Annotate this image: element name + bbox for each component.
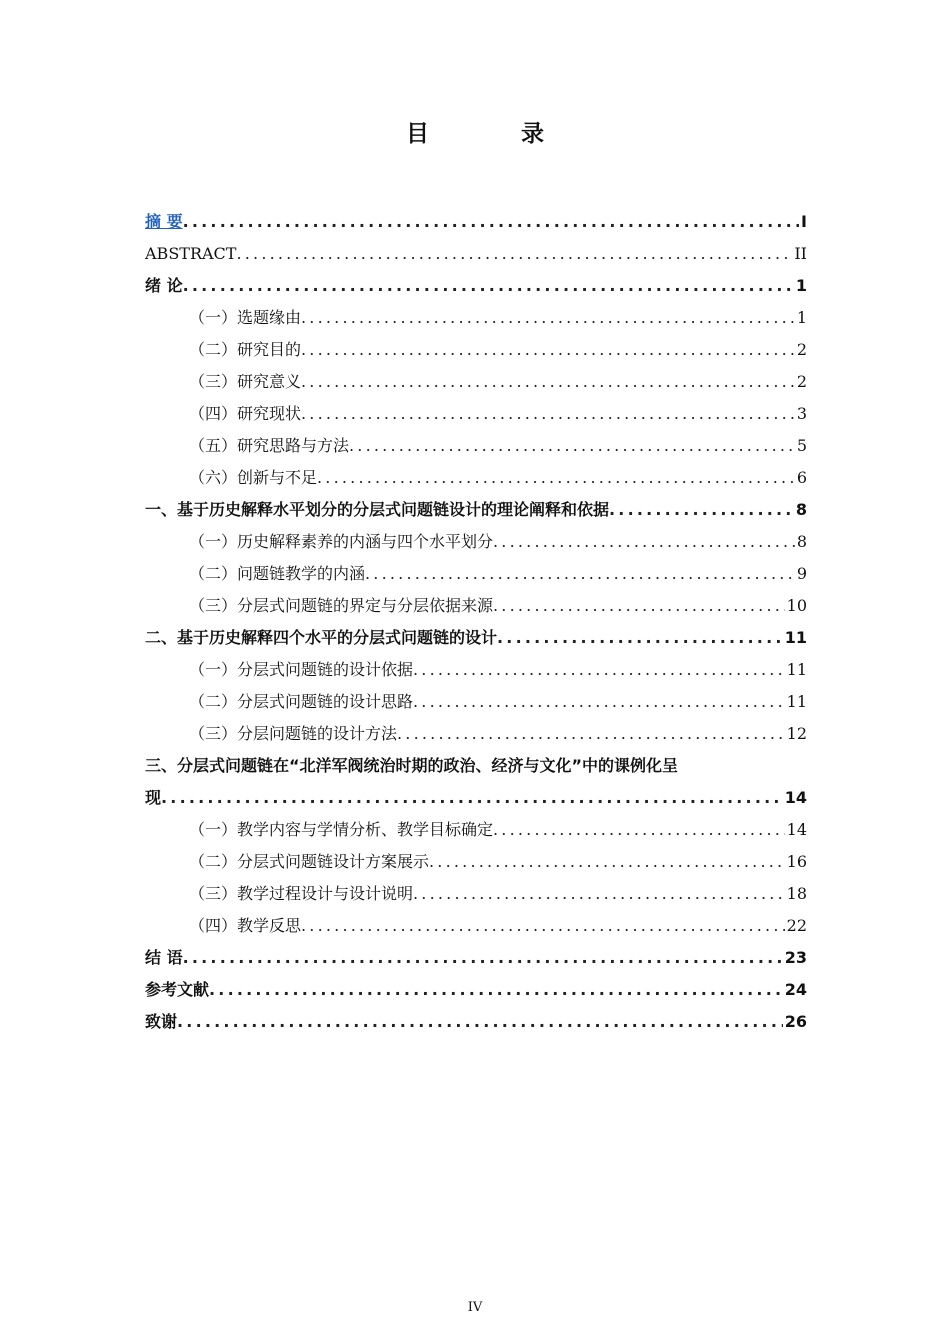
- toc-entry-page: 2: [796, 372, 807, 391]
- toc-entry-title: 绪 论: [145, 276, 183, 295]
- toc-entry-page: 11: [786, 660, 807, 679]
- toc-entry-page: 9: [796, 564, 807, 583]
- toc-entry-title: ABSTRACT: [145, 244, 237, 263]
- toc-dot-leader: [183, 270, 794, 302]
- toc-entry[interactable]: [145, 942, 807, 974]
- toc-dot-leader: [301, 910, 785, 942]
- toc-entry-title: 参考文献: [145, 980, 210, 999]
- toc-entry-title: （二）研究目的: [189, 340, 302, 359]
- toc-entry-page: 10: [786, 596, 807, 615]
- toc-entry-title: 一、基于历史解释水平划分的分层式问题链设计的理论阐释和依据: [145, 500, 610, 519]
- toc-entry-page: 14: [786, 820, 807, 839]
- toc-entry[interactable]: [145, 974, 807, 1006]
- toc-entry-page: 23: [784, 948, 807, 967]
- toc-entry-page: 2: [796, 340, 807, 359]
- toc-dot-leader: [365, 558, 795, 590]
- toc-entry[interactable]: [145, 270, 807, 302]
- toc-entry-title: （一）分层式问题链的设计依据: [189, 660, 414, 679]
- toc-entry-title: （三）研究意义: [189, 372, 302, 391]
- toc-entry[interactable]: [145, 494, 807, 526]
- toc-entry-page: 24: [784, 980, 807, 999]
- toc-dot-leader: [429, 846, 785, 878]
- toc-entry[interactable]: [145, 846, 807, 878]
- toc-entry[interactable]: [145, 814, 807, 846]
- toc-dot-leader: [301, 398, 795, 430]
- toc-entry-page: 11: [786, 692, 807, 711]
- toc-dot-leader: [161, 782, 783, 814]
- toc-entry[interactable]: [145, 398, 807, 430]
- toc-entry-title: （二）分层式问题链设计方案展示: [189, 852, 430, 871]
- toc-dot-leader: [183, 942, 783, 974]
- toc-entry-title: （四）教学反思: [189, 916, 302, 935]
- toc-entry-title: （二）分层式问题链的设计思路: [189, 692, 414, 711]
- toc-dot-leader: [301, 366, 795, 398]
- toc-entry-title: （六）创新与不足: [189, 468, 318, 487]
- toc-dot-leader: [493, 526, 795, 558]
- toc-entry[interactable]: [145, 366, 807, 398]
- toc-entry-title: 致谢: [145, 1012, 178, 1031]
- toc-entry-page: I: [801, 212, 807, 231]
- toc-entry-page: 5: [796, 436, 807, 455]
- toc-entry-title: 现: [145, 788, 162, 807]
- toc-dot-leader: [493, 814, 785, 846]
- toc-entry-title: 结 语: [145, 948, 183, 967]
- toc-entry[interactable]: [145, 718, 807, 750]
- toc-entry[interactable]: [145, 654, 807, 686]
- toc-dot-leader: [317, 462, 795, 494]
- toc-entry-title: 摘 要: [145, 212, 183, 231]
- toc-dot-leader: [397, 718, 785, 750]
- toc-entry-page: 8: [795, 500, 807, 519]
- toc-entry[interactable]: [145, 206, 807, 238]
- toc-entry-title: （一）选题缘由: [189, 308, 302, 327]
- toc-entry-page: 22: [786, 916, 807, 935]
- toc-entry-page: 3: [796, 404, 807, 423]
- table-of-contents: [145, 206, 807, 1038]
- toc-entry[interactable]: [145, 878, 807, 910]
- toc-dot-leader: [301, 334, 795, 366]
- toc-entry[interactable]: [145, 782, 807, 814]
- toc-entry[interactable]: [145, 590, 807, 622]
- toc-dot-leader: [413, 878, 785, 910]
- toc-entry-page: II: [794, 244, 807, 263]
- toc-dot-leader: [349, 430, 795, 462]
- toc-entry-page: 11: [784, 628, 807, 647]
- toc-entry[interactable]: [145, 238, 807, 270]
- toc-dot-leader: [301, 302, 795, 334]
- toc-dot-leader: [497, 622, 783, 654]
- toc-entry-page: 8: [796, 532, 807, 551]
- toc-entry-title: （二）问题链教学的内涵: [189, 564, 366, 583]
- page-title: 目 录: [405, 121, 586, 147]
- toc-entry-title: （三）教学过程设计与设计说明: [189, 884, 414, 903]
- toc-dot-leader: [209, 974, 783, 1006]
- toc-entry[interactable]: [145, 462, 807, 494]
- toc-entry[interactable]: [145, 302, 807, 334]
- toc-entry[interactable]: [145, 526, 807, 558]
- page-number: IV: [467, 1300, 483, 1315]
- toc-entry-page: 1: [796, 308, 807, 327]
- toc-entry-title: （一）历史解释素养的内涵与四个水平划分: [189, 532, 494, 551]
- toc-entry-title: 三、分层式问题链在“北洋军阀统治时期的政治、经济与文化”中的课例化呈: [145, 756, 679, 775]
- toc-entry-title: 二、基于历史解释四个水平的分层式问题链的设计: [145, 628, 498, 647]
- toc-entry[interactable]: [145, 1006, 807, 1038]
- toc-entry[interactable]: [145, 430, 807, 462]
- toc-entry-page: 1: [795, 276, 807, 295]
- toc-entry-page: 18: [786, 884, 807, 903]
- toc-entry-page: 14: [784, 788, 807, 807]
- toc-dot-leader: [183, 206, 799, 238]
- toc-entry-title: （五）研究思路与方法: [189, 436, 350, 455]
- toc-entry[interactable]: [145, 558, 807, 590]
- toc-entry-title: （三）分层问题链的设计方法: [189, 724, 398, 743]
- toc-entry-page: 6: [796, 468, 807, 487]
- toc-entry-title: （三）分层式问题链的界定与分层依据来源: [189, 596, 494, 615]
- toc-entry[interactable]: [145, 334, 807, 366]
- toc-dot-leader: [236, 238, 792, 270]
- toc-dot-leader: [413, 686, 785, 718]
- toc-entry[interactable]: [145, 686, 807, 718]
- toc-entry[interactable]: [145, 622, 807, 654]
- toc-entry-title: （一）教学内容与学情分析、教学目标确定: [189, 820, 494, 839]
- toc-entry-page: 12: [786, 724, 807, 743]
- toc-entry-page: 16: [786, 852, 807, 871]
- toc-entry-title: （四）研究现状: [189, 404, 302, 423]
- toc-dot-leader: [413, 654, 785, 686]
- toc-dot-leader: [609, 494, 794, 526]
- toc-dot-leader: [177, 1006, 783, 1038]
- toc-entry-page: 26: [784, 1012, 807, 1031]
- toc-dot-leader: [493, 590, 785, 622]
- toc-entry[interactable]: [145, 750, 807, 782]
- toc-entry[interactable]: [145, 910, 807, 942]
